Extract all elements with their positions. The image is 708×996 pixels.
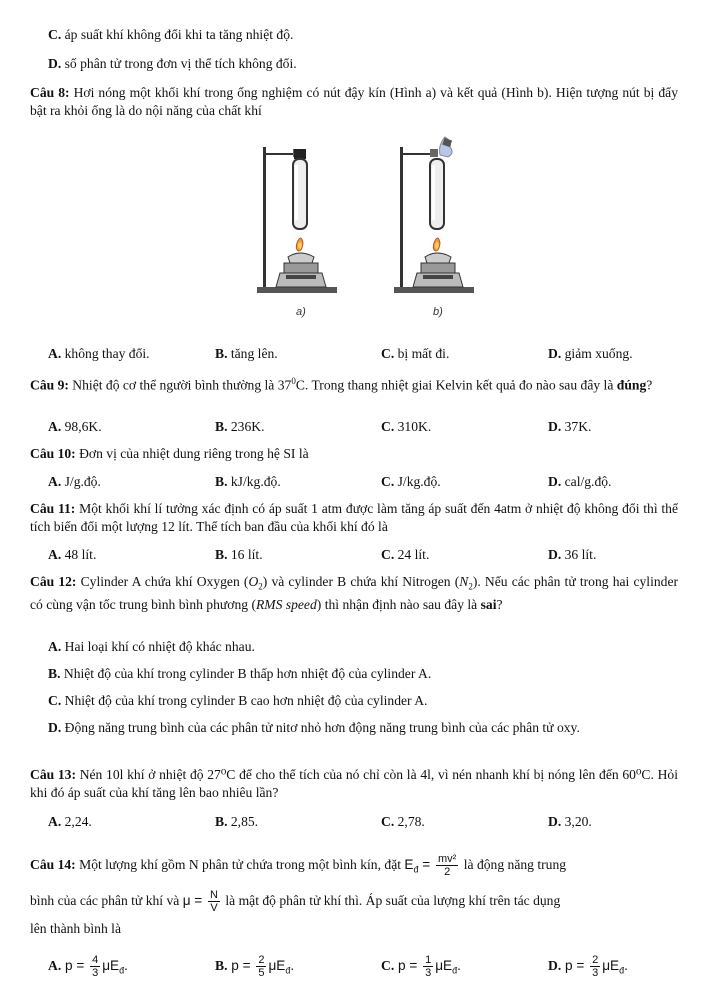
burner-b-icon (413, 238, 463, 287)
option-d: D. giảm xuống. (548, 346, 633, 361)
option-a: A. 98,6K. (48, 419, 102, 434)
option-c-prev: C. áp suất khí không đổi khi ta tăng nhiệt độ. (48, 27, 294, 42)
option-d: D. 36 lít. (548, 547, 597, 562)
svg-text:b): b) (433, 306, 443, 318)
option-a: A. J/g.độ. (48, 474, 101, 489)
question-9-options (0, 418, 708, 436)
option-d: D. cal/g.độ. (548, 474, 612, 489)
option-a: A. p = $\frac{4}{3}$ $\mu E_đ$. (48, 953, 128, 979)
question-8: Câu 8: Hơi nóng một khối khí trong ống nghiệm có nút đậy kín (Hình a) và kết quả (Hình b). Hiện tượng nút bị đẩy bật ra khỏi ống là do nội năng của chất khí (30, 85, 678, 118)
option-b: B. 2,85. (215, 814, 259, 829)
question-13: Câu 13: Nén 10l khí ở nhiệt độ 27⁰C để cho thể tích của nó chỉ còn là 4l, vì nén nhanh khí bị nóng lên đến 60⁰C. Hỏi khi đó áp suất của khí tăng lên bao nhiêu lần? (30, 767, 678, 800)
question-8-options (0, 345, 708, 363)
option-c: C. bị mất đi. (381, 346, 450, 361)
option-a: A. 48 lít. (48, 547, 97, 562)
question-11: Câu 11: Một khối khí lí tưởng xác định có áp suất 1 atm được làm tăng áp suất đến 4atm ở nhiệt độ không đổi thì thể tích biến đổi một lượng 12 lít. Thể tích ban đầu của khối khí đó là (30, 501, 678, 534)
option-d: D. Động năng trung bình của các phân tử nitơ nhỏ hơn động năng trung bình của các phân tử oxy. (48, 720, 580, 735)
test-tube-a-icon (293, 149, 307, 229)
question-10-options (0, 473, 708, 491)
option-c: C. Nhiệt độ của khí trong cylinder B cao hơn nhiệt độ của cylinder A. (48, 693, 428, 708)
kinetic-energy-fraction: $\frac{\text{mv²}}{2}$ (438, 853, 457, 879)
question-14-options (0, 950, 708, 982)
option-d-prev: D. số phân tử trong đơn vị thể tích không đổi. (48, 56, 297, 71)
figure-test-tubes (240, 135, 480, 325)
option-d: D. 3,20. (548, 814, 592, 829)
question-14-line-2: bình của các phân tử khí và μ = $\frac{N}{V}$ là mật độ phân tử khí thì. Áp suất của lượng khí trên tác dụng (30, 889, 561, 915)
question-9: Câu 9: Nhiệt độ cơ thể người bình thường là $37^0C$. Trong thang nhiệt giai Kelvin kết quả đo nào sau đây là đúng? (30, 376, 653, 393)
option-b: B. 16 lít. (215, 547, 263, 562)
option-a: A. không thay đổi. (48, 346, 150, 361)
option-b: B. Nhiệt độ của khí trong cylinder B thấp hơn nhiệt độ của cylinder A. (48, 666, 432, 681)
option-d: D. 37K. (548, 419, 592, 434)
option-b: B. kJ/kg.độ. (215, 474, 281, 489)
option-b: B. 236K. (215, 419, 265, 434)
option-b: B. p = $\frac{2}{5}$ $\mu E_đ$. (215, 953, 295, 979)
option-a: A. Hai loại khí có nhiệt độ khác nhau. (48, 639, 255, 654)
question-14-line-3: lên thành bình là (30, 921, 121, 936)
question-10: Câu 10: Đơn vị của nhiệt dung riêng trong hệ SI là (30, 446, 309, 461)
question-11-options (0, 546, 708, 564)
option-c: C. J/kg.độ. (381, 474, 441, 489)
burner-a-icon (276, 238, 326, 287)
option-a: A. 2,24. (48, 814, 92, 829)
question-13-options (0, 813, 708, 831)
question-14-line-1: Câu 14: Một lượng khí gồm N phân tử chứa trong một bình kín, đặt $E_đ$ = $\frac{\text{mv²}}{2}$ là động năng trung (30, 853, 567, 879)
option-c: C. 2,78. (381, 814, 425, 829)
option-c: C. p = $\frac{1}{3}$ $\mu E_đ$. (381, 953, 461, 979)
option-d: D. p = $\frac{2}{3}$ $\mu E_đ$. (548, 953, 628, 979)
question-12: Câu 12: Cylinder A chứa khí Oxygen $(O_2)$ và cylinder B chứa khí Nitrogen $(N_2)$. Nếu các phân tử trong hai cylinder có cùng vận tốc trung bình bình phương (RMS speed) thì nhận định nào sau đây là sai? (30, 574, 679, 612)
option-c: C. 310K. (381, 419, 432, 434)
option-c: C. 24 lít. (381, 547, 430, 562)
density-fraction: $\frac{N}{V}$ (210, 889, 218, 915)
option-b: B. tăng lên. (215, 346, 278, 361)
svg-text:a): a) (296, 306, 306, 318)
